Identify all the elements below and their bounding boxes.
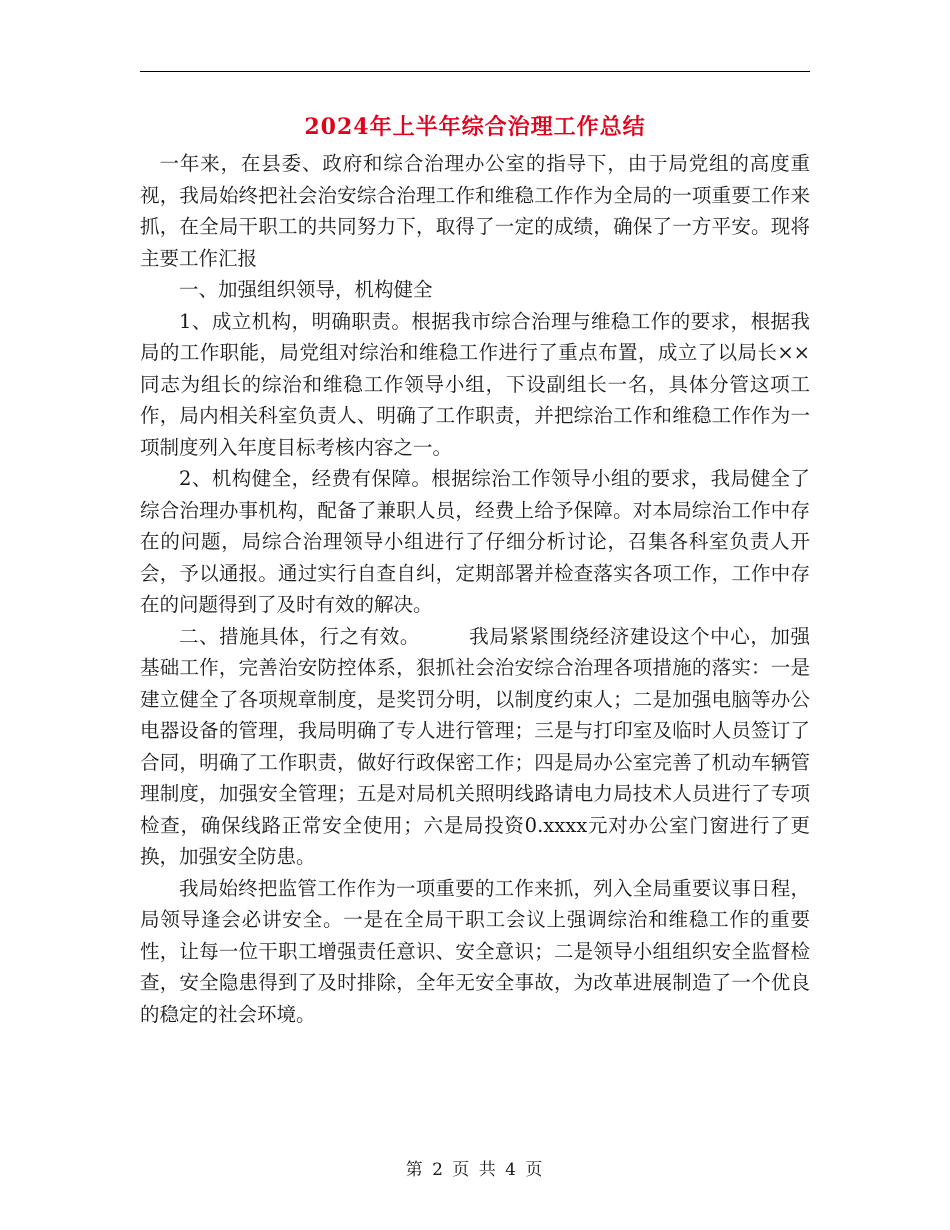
paragraph-intro: 一年来，在县委、政府和综合治理办公室的指导下，由于局党组的高度重视，我局始终把社会治安综合治理工作和维稳工作作为全局的一项重要工作来抓，在全局干职工的共同努力下，取得了一定的成绩，确保了一方平安。现将主要工作汇报 xyxy=(140,152,810,270)
paragraph-section-two xyxy=(140,621,810,873)
paragraph-item-one: 1、成立机构，明确职责。根据我市综合治理与维稳工作的要求，根据我局的工作职能，局党组对综治和维稳工作进行了重点布置，成立了以局长××同志为组长的综治和维稳工作领导小组，下设副组长一名，具体分管这项工作，局内相关科室负责人、明确了工作职责，并把综治工作和维稳工作作为一项制度列入年度目标考核内容之一。 xyxy=(140,309,810,459)
paragraph-supervision: 我局始终把监管工作作为一项重要的工作来抓，列入全局重要议事日程，局领导逢会必讲安全。一是在全局干职工会议上强调综治和维稳工作的重要性，让每一位干职工增强责任意识、安全意识；二是领导小组组织安全监督检查，安全隐患得到了及时排除，全年无安全事故，为改革进展制造了一个优良的稳定的社会环境。 xyxy=(140,876,810,1026)
document-title: 2024年上半年综合治理工作总结 xyxy=(304,114,646,140)
section-two-body: 我局紧紧围绕经济建设这个中心，加强基础工作，完善治安防控体系，狠抓社会治安综合治理各项措施的落实：一是建立健全了各项规章制度，是奖罚分明，以制度约束人；二是加强电脑等办公电器设备的管理，我局明确了专人进行管理；三是与打印室及临时人员签订了合同，明确了工作职责，做好行政保密工作；四是局办公室完善了机动车辆管理制度，加强安全管理；五是对局机关照明线路请电力局技术人员进行了专项检查，确保线路正常安全使用；六是局投资0.xxxx元对办公室门窗进行了更换，加强安全防患。 xyxy=(140,624,810,868)
paragraph-item-two: 2、机构健全，经费有保障。根据综治工作领导小组的要求，我局健全了综合治理办事机构，配备了兼职人员，经费上给予保障。对本局综治工作中存在的问题，局综合治理领导小组进行了仔细分析讨论，召集各科室负责人开会，予以通报。通过实行自查自纠，定期部署并检查落实各项工作，工作中存在的问题得到了及时有效的解决。 xyxy=(140,467,810,616)
header-rule xyxy=(140,71,810,72)
page-number: 第 2 页 共 4 页 xyxy=(405,1160,545,1180)
section-heading-one: 一、加强组织领导，机构健全 xyxy=(179,278,433,301)
section-heading-two: 二、措施具体，行之有效。 xyxy=(179,624,420,648)
document-body xyxy=(140,148,810,1030)
